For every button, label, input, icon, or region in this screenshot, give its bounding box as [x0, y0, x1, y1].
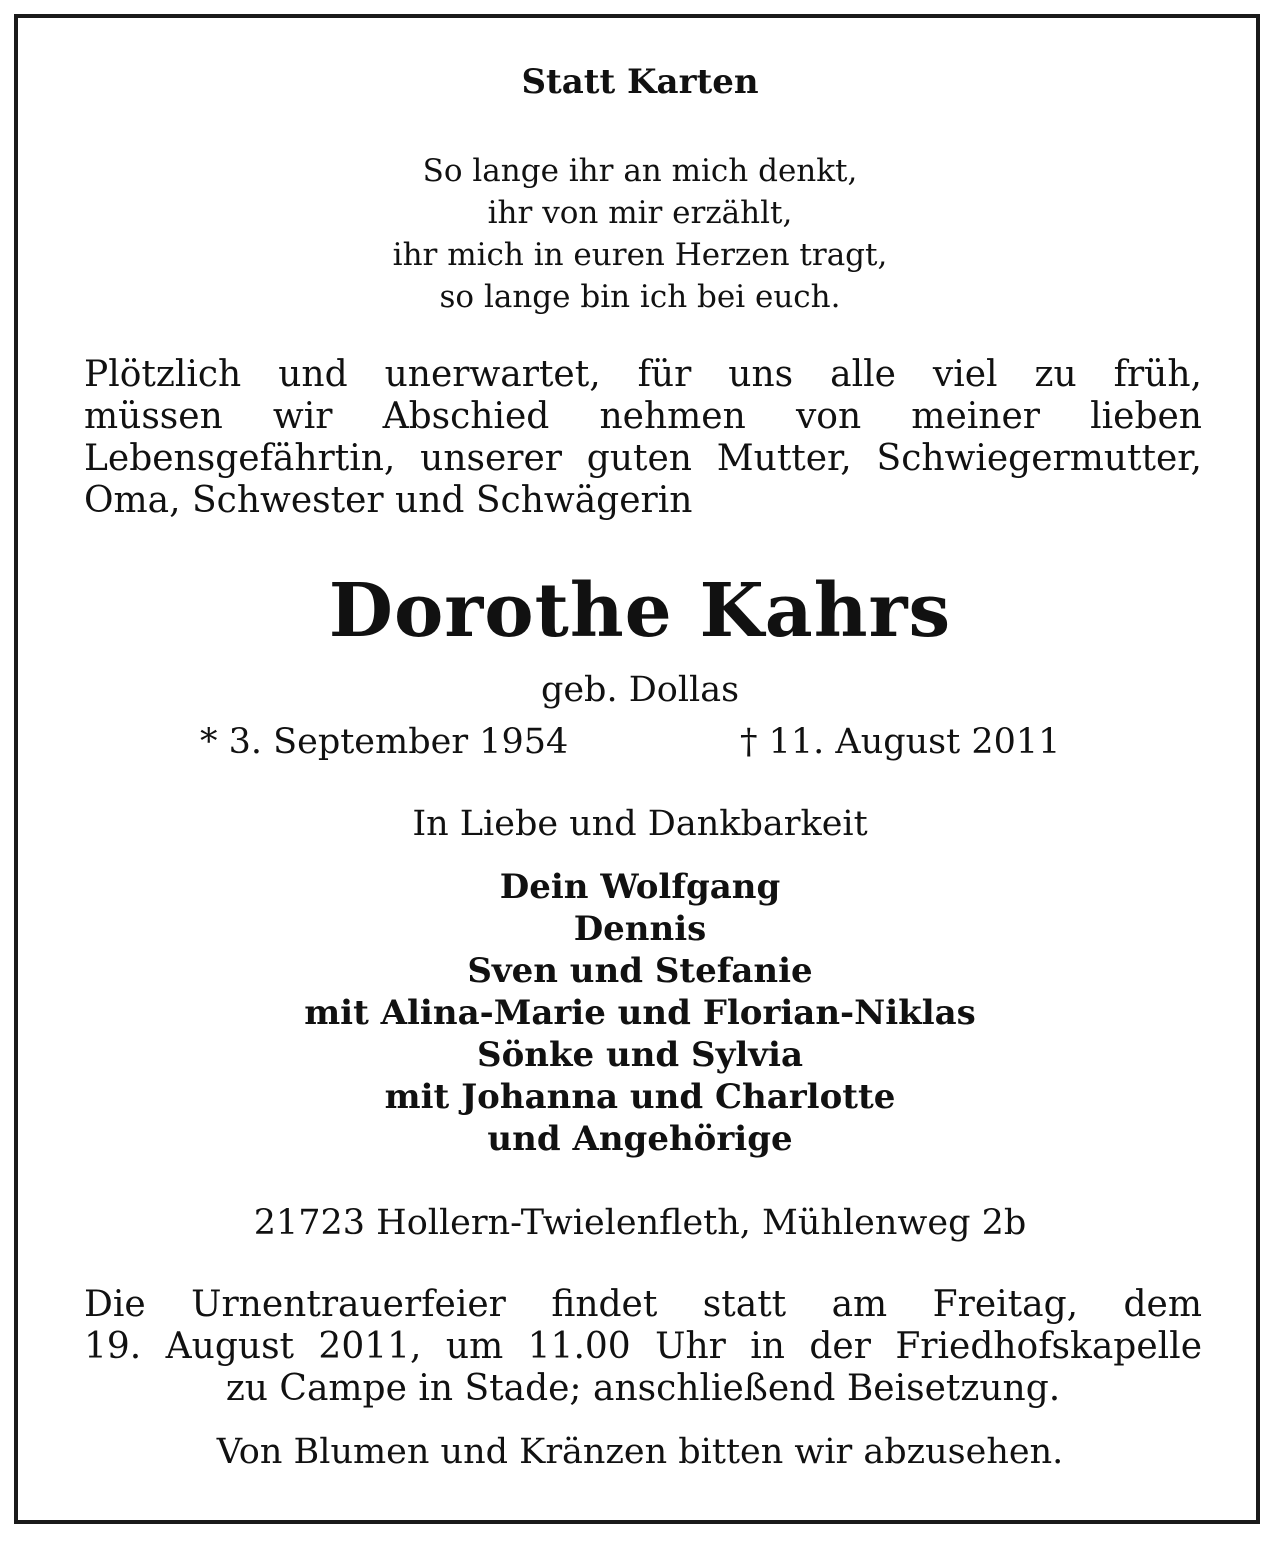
ceremony-line: 19. August 2011, um 11.00 Uhr in der Friedhofskapelle [84, 1326, 1202, 1367]
mourner-name: mit Johanna und Charlotte [384, 1077, 896, 1117]
mourner-name: Dennis [573, 909, 707, 949]
flowers-note: Von Blumen und Kränzen bitten wir abzusehen. [216, 1432, 1064, 1472]
deceased-name: Dorothe Kahrs [328, 568, 952, 654]
ceremony-line: Die Urnentrauerfeier findet statt am Freitag, dem [84, 1284, 1202, 1325]
birth-date: * 3. September 1954 [200, 722, 569, 762]
intro-line: Plötzlich und unerwartet, für uns alle viel zu früh, [84, 354, 1202, 395]
mourner-name: Sönke und Sylvia [477, 1035, 803, 1075]
mourner-name: Sven und Stefanie [467, 951, 813, 991]
ceremony-line: zu Campe in Stade; anschließend Beisetzung. [225, 1368, 1061, 1409]
mourner-name: mit Alina-Marie und Florian-Niklas [304, 993, 976, 1033]
poem [0, 150, 1280, 318]
death-date: † 11. August 2011 [740, 722, 1061, 762]
mourners-list [0, 866, 1280, 1160]
poem-line: so lange bin ich bei euch. [439, 279, 841, 315]
mourner-name: Dein Wolfgang [499, 867, 781, 907]
notice-headline: Statt Karten [521, 62, 759, 102]
maiden-name: geb. Dollas [540, 670, 740, 710]
family-address: 21723 Hollern-Twielenfleth, Mühlenweg 2b [253, 1203, 1027, 1243]
mourners-intro: In Liebe und Dankbarkeit [412, 804, 868, 844]
poem-line: ihr von mir erzählt, [487, 195, 793, 231]
intro-line: Lebensgefährtin, unserer guten Mutter, Schwiegermutter, [84, 438, 1202, 479]
poem-line: So lange ihr an mich denkt, [422, 153, 858, 189]
intro-line: müssen wir Abschied nehmen von meiner lieben [84, 396, 1202, 437]
poem-line: ihr mich in euren Herzen tragt, [392, 237, 888, 273]
intro-line: Oma, Schwester und Schwägerin [84, 480, 693, 521]
mourner-name: und Angehörige [487, 1119, 793, 1159]
